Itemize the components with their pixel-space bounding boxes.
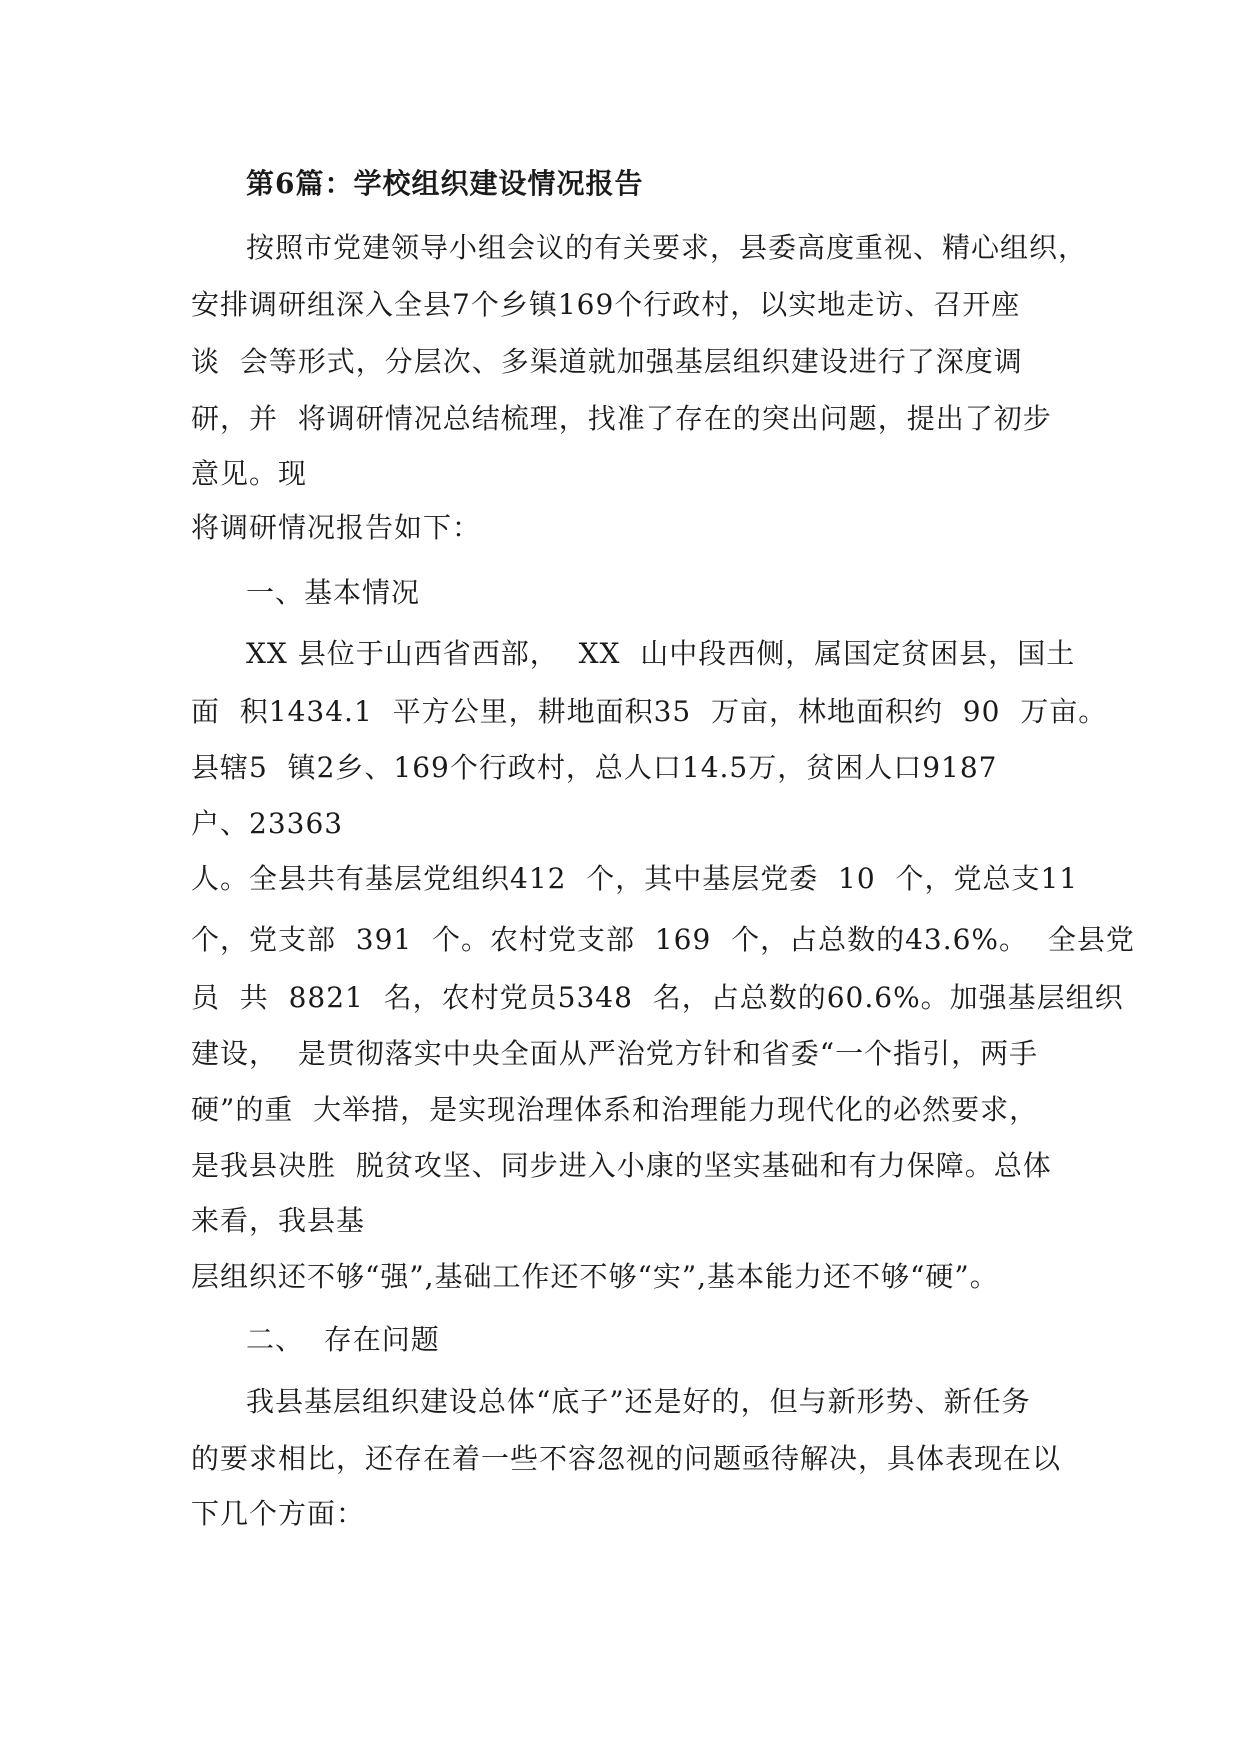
section1-line-11: 来看，我县基 bbox=[191, 1204, 366, 1237]
section1-line-12: 层组织还不够“强”,基础工作还不够“实”,基本能力还不够“硬”。 bbox=[191, 1260, 999, 1293]
section1-heading: 一、基本情况 bbox=[246, 576, 421, 609]
section2-line-3: 下几个方面： bbox=[191, 1497, 366, 1530]
intro-line-6: 将调研情况报告如下： bbox=[191, 511, 482, 544]
section1-line-5: 人。全县共有基层党组织412 个，其中基层党委 10 个，党总支11 bbox=[191, 862, 1079, 895]
section1-line-1: XX 县位于山西省西部， XX 山中段西侧，属国定贫困县，国土 bbox=[246, 637, 1076, 670]
section1-line-2: 面 积1434.1 平方公里，耕地面积35 万亩，林地面积约 90 万亩。 bbox=[191, 695, 1108, 728]
intro-line-4: 研，并 将调研情况总结梳理，找准了存在的突出问题，提出了初步 bbox=[191, 402, 1052, 435]
intro-line-5: 意见。现 bbox=[191, 457, 308, 490]
section1-line-8: 建设， 是贯彻落实中央全面从严治党方针和省委“一个指引，两手 bbox=[191, 1037, 1039, 1070]
section1-line-9: 硬”的重 大举措，是实现治理体系和治理能力现代化的必然要求， bbox=[191, 1093, 1039, 1126]
section1-line-4: 户、23363 bbox=[191, 807, 344, 840]
section1-line-7: 员 共 8821 名，农村党员5348 名，占总数的60.6%。加强基层组织 bbox=[191, 981, 1124, 1014]
section1-line-6: 个，党支部 391 个。农村党支部 169 个，占总数的43.6%。 全县党 bbox=[191, 923, 1135, 956]
document-title: 第6篇：学校组织建设情况报告 bbox=[246, 167, 644, 200]
intro-line-3: 谈 会等形式，分层次、多渠道就加强基层组织建设进行了深度调 bbox=[191, 345, 1023, 378]
section1-line-3: 县辖5 镇2乡、169个行政村，总人口14.5万，贫困人口9187 bbox=[191, 751, 998, 784]
section2-line-1: 我县基层组织建设总体“底子”还是好的，但与新形势、新任务 bbox=[246, 1385, 1031, 1418]
intro-line-2: 安排调研组深入全县7个乡镇169个行政村，以实地走访、召开座 bbox=[191, 288, 1021, 321]
section2-heading: 二、 存在问题 bbox=[246, 1323, 440, 1356]
section1-line-10: 是我县决胜 脱贫攻坚、同步进入小康的坚实基础和有力保障。总体 bbox=[191, 1149, 1052, 1182]
section2-line-2: 的要求相比，还存在着一些不容忽视的问题亟待解决，具体表现在以 bbox=[191, 1442, 1062, 1475]
intro-line-1: 按照市党建领导小组会议的有关要求，县委高度重视、精心组织， bbox=[246, 231, 1088, 264]
